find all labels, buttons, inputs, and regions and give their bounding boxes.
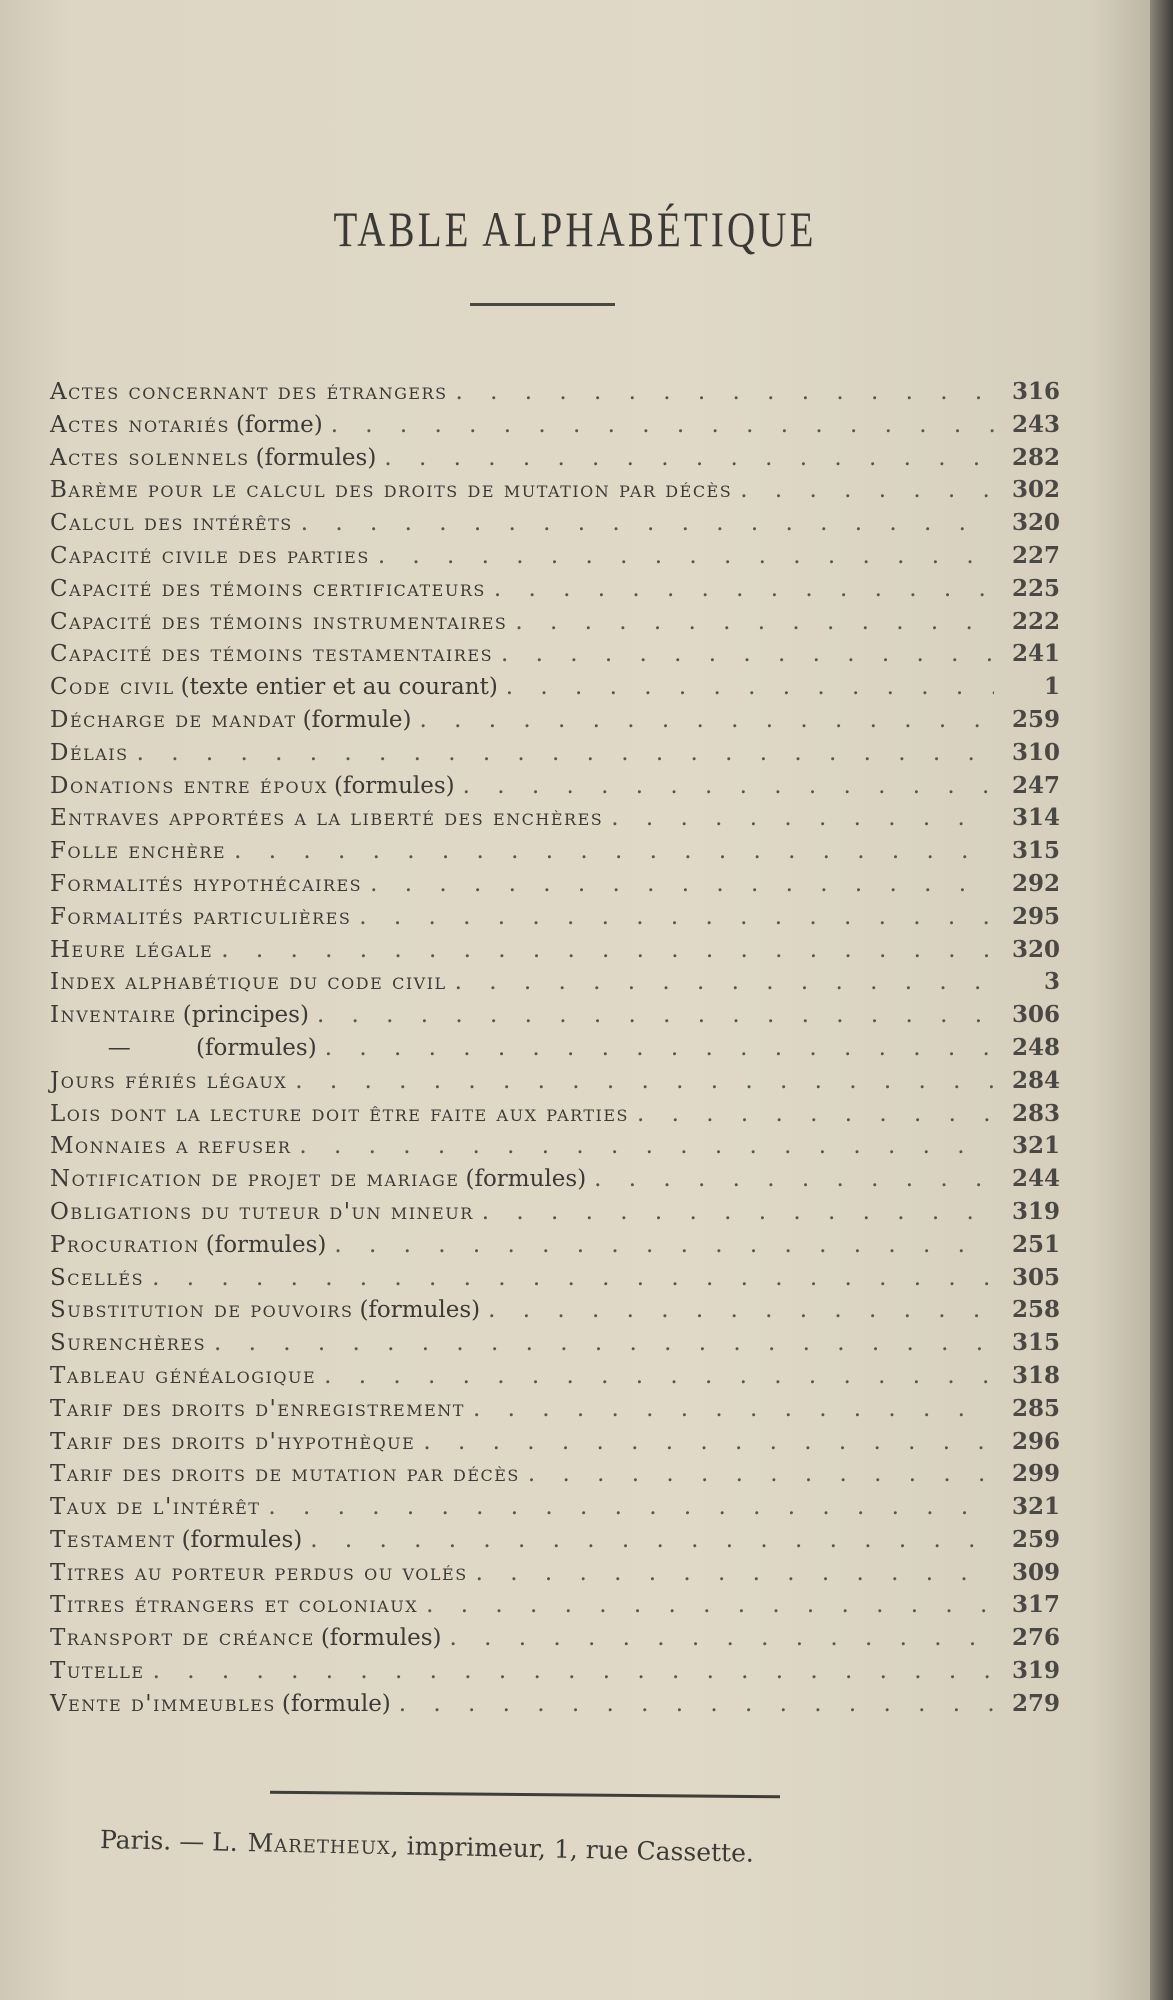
- index-entry: [50, 772, 1060, 805]
- index-entry: [50, 1493, 1060, 1526]
- entry-page-number: 259: [1011, 705, 1060, 733]
- entry-page-number: 285: [1011, 1394, 1060, 1422]
- entry-title: Vente d'immeubles: [50, 1690, 276, 1717]
- title-rule: [470, 303, 615, 306]
- index-entry: [50, 1329, 1060, 1362]
- index-entry: [50, 1559, 1060, 1592]
- entry-page-number: 305: [1011, 1263, 1060, 1291]
- index-entry: [50, 837, 1060, 870]
- entry-title: Titres au porteur perdus ou volés: [50, 1559, 468, 1586]
- dot-leader: [528, 1461, 994, 1487]
- index-entry: [50, 1034, 1060, 1067]
- entry-title: Scellés: [50, 1264, 145, 1291]
- dot-leader: [515, 609, 994, 635]
- index-entry: [50, 1526, 1060, 1559]
- dot-leader: [137, 740, 994, 766]
- entry-title: Folle enchère: [50, 838, 227, 865]
- index-entry: [50, 1428, 1060, 1461]
- entry-page-number: 318: [1011, 1361, 1060, 1389]
- entry-page-number: 248: [1011, 1033, 1060, 1061]
- entry-title: Surenchères: [50, 1330, 207, 1357]
- dot-leader: [214, 1330, 994, 1356]
- entry-page-number: 3: [1043, 968, 1060, 996]
- entry-page-number: 244: [1011, 1165, 1060, 1193]
- entry-page-number: 247: [1011, 771, 1060, 799]
- entry-page-number: 321: [1011, 1493, 1060, 1521]
- entry-note: (formules): [465, 1166, 587, 1193]
- dot-leader: [295, 1068, 994, 1094]
- index-entry: [50, 1264, 1060, 1297]
- entry-note: (formules): [196, 1034, 317, 1061]
- index-entry: [50, 1624, 1060, 1657]
- entry-page-number: 299: [1011, 1460, 1060, 1488]
- entry-page-number: 258: [1011, 1296, 1060, 1324]
- dot-leader: [482, 1199, 994, 1225]
- index-entry: [50, 1100, 1060, 1133]
- entry-page-number: 225: [1011, 574, 1060, 602]
- entry-title: Capacité des témoins testamentaires: [50, 641, 494, 668]
- index-entry: [50, 1132, 1060, 1165]
- index-entry: [50, 1001, 1060, 1034]
- entry-title: Lois dont la lecture doit être faite aux parties: [50, 1100, 630, 1127]
- index-entry: [50, 936, 1060, 969]
- entry-title: Capacité des témoins instrumentaires: [50, 608, 508, 635]
- dot-leader: [423, 1429, 994, 1455]
- entry-note: (formules): [359, 1297, 481, 1324]
- index-entry: [50, 411, 1060, 444]
- footer-city: Paris. —: [99, 1825, 213, 1857]
- entry-title: Entraves apportées a la liberté des enchères: [50, 805, 604, 832]
- dot-leader: [473, 1396, 994, 1422]
- entry-page-number: 283: [1011, 1099, 1060, 1127]
- index-entry: [50, 1591, 1060, 1624]
- index-entry: [50, 575, 1060, 608]
- index-entry: [50, 1395, 1060, 1428]
- dot-leader: [301, 510, 994, 536]
- entry-title: Monnaies a refuser: [50, 1133, 292, 1160]
- dot-leader: [370, 871, 994, 897]
- page-title: TABLE ALPHABÉTIQUE: [333, 201, 817, 257]
- dot-leader: [325, 1035, 994, 1061]
- entry-page-number: 315: [1011, 837, 1060, 865]
- entry-title: Délais: [50, 739, 129, 766]
- dot-leader: [359, 904, 994, 930]
- index-entry: [50, 739, 1060, 772]
- entry-page-number: 282: [1011, 443, 1060, 471]
- entry-title: Index alphabétique du code civil: [50, 969, 447, 996]
- dot-leader: [501, 641, 994, 667]
- dot-leader: [268, 1494, 994, 1520]
- entry-note: (formule): [281, 1690, 391, 1717]
- entry-page-number: 314: [1011, 804, 1060, 832]
- dot-leader: [494, 576, 994, 602]
- index-entries: [50, 378, 1060, 1723]
- entry-note: (formules): [181, 1526, 303, 1553]
- dot-leader: [234, 838, 994, 864]
- entry-page-number: 316: [1011, 378, 1060, 405]
- dot-leader: [399, 1691, 994, 1717]
- entry-title: Titres étrangers et coloniaux: [50, 1592, 419, 1619]
- dot-leader: [324, 1363, 994, 1389]
- entry-page-number: 320: [1011, 509, 1060, 537]
- index-entry: [50, 1231, 1060, 1264]
- entry-note: (formules): [205, 1231, 327, 1258]
- dot-leader: [310, 1527, 994, 1553]
- dot-leader: [152, 1265, 994, 1291]
- entry-title: —: [107, 1034, 133, 1061]
- entry-title: Jours fériés légaux: [50, 1067, 288, 1094]
- entry-title: Capacité civile des parties: [50, 542, 370, 569]
- entry-title: Tarif des droits d'hypothèque: [50, 1428, 416, 1455]
- entry-page-number: 241: [1011, 640, 1060, 668]
- dot-leader: [456, 379, 994, 405]
- entry-title: Taux de l'intérêt: [50, 1494, 261, 1521]
- index-entry: [50, 903, 1060, 936]
- index-entry: [50, 804, 1060, 837]
- entry-title: Tutelle: [50, 1658, 145, 1685]
- index-entry: [50, 673, 1060, 706]
- entry-page-number: 227: [1011, 541, 1060, 569]
- entry-page-number: 315: [1011, 1329, 1060, 1357]
- entry-note: (formules): [333, 772, 455, 799]
- entry-page-number: 321: [1011, 1132, 1060, 1160]
- entry-title: Procuration: [50, 1231, 200, 1258]
- entry-page-number: 295: [1011, 902, 1060, 930]
- dot-leader: [378, 543, 994, 569]
- entry-title: Heure légale: [50, 936, 214, 963]
- entry-page-number: 320: [1011, 935, 1060, 963]
- entry-title: Actes notariés: [50, 411, 230, 438]
- entry-title: Notification de projet de mariage: [50, 1166, 460, 1193]
- index-entry: [50, 640, 1060, 673]
- dot-leader: [426, 1592, 994, 1618]
- index-entry: [50, 1657, 1060, 1690]
- entry-page-number: 319: [1011, 1197, 1060, 1225]
- index-entry: [50, 1690, 1060, 1723]
- index-entry: [50, 1296, 1060, 1329]
- entry-title: Donations entre époux: [50, 772, 328, 799]
- entry-title: Capacité des témoins certificateurs: [50, 575, 486, 602]
- dot-leader: [334, 1232, 994, 1258]
- entry-note: (forme): [235, 411, 323, 438]
- entry-title: Barème pour le calcul des droits de mutation par décès: [50, 477, 733, 504]
- dot-leader: [331, 412, 994, 438]
- index-entry: [50, 444, 1060, 477]
- dot-leader: [637, 1101, 994, 1127]
- entry-page-number: 306: [1011, 1001, 1060, 1029]
- entry-page-number: 309: [1011, 1558, 1060, 1586]
- entry-title: Tableau généalogique: [50, 1362, 317, 1389]
- entry-page-number: 284: [1011, 1066, 1060, 1094]
- entry-title: Code civil: [50, 674, 175, 701]
- footer-printer: L. Maretheux: [211, 1827, 392, 1861]
- entry-page-number: 279: [1011, 1689, 1060, 1717]
- dot-leader: [594, 1166, 994, 1192]
- dot-leader: [384, 445, 994, 471]
- dot-leader: [317, 1002, 994, 1028]
- entry-page-number: 319: [1011, 1657, 1060, 1685]
- entry-title: Testament: [50, 1526, 176, 1553]
- index-entry: [50, 1362, 1060, 1395]
- entry-page-number: 259: [1011, 1525, 1060, 1553]
- dot-leader: [611, 805, 994, 831]
- index-entry: [50, 706, 1060, 739]
- entry-title: Actes concernant des étrangers: [50, 379, 448, 405]
- entry-note: (formules): [320, 1625, 442, 1652]
- dot-leader: [455, 969, 994, 995]
- index-entry: [50, 476, 1060, 509]
- entry-page-number: 296: [1011, 1427, 1060, 1455]
- entry-title: Tarif des droits d'enregistrement: [50, 1395, 465, 1422]
- entry-page-number: 317: [1011, 1591, 1060, 1619]
- dot-leader: [299, 1133, 994, 1159]
- entry-page-number: 251: [1011, 1230, 1060, 1258]
- entry-title: Tarif des droits de mutation par décès: [50, 1461, 520, 1488]
- index-entry: [50, 378, 1060, 411]
- index-entry: [50, 1067, 1060, 1100]
- page-edge: [1150, 0, 1173, 2000]
- index-entry: [50, 608, 1060, 641]
- entry-title: Calcul des intérêts: [50, 510, 293, 537]
- footer-address: , imprimeur, 1, rue Cassette.: [390, 1831, 755, 1868]
- index-entry: [50, 1198, 1060, 1231]
- index-entry: [50, 870, 1060, 903]
- entry-page-number: 1: [1043, 673, 1060, 701]
- index-entry: [50, 968, 1060, 1001]
- dot-leader: [221, 937, 994, 963]
- dot-leader: [420, 707, 994, 733]
- dot-leader: [488, 1297, 994, 1323]
- dot-leader: [153, 1658, 994, 1684]
- index-entry: [50, 1165, 1060, 1198]
- entry-page-number: 302: [1011, 476, 1060, 504]
- entry-note: (principes): [182, 1002, 309, 1029]
- entry-title: Transport de créance: [50, 1625, 315, 1652]
- dot-leader: [506, 674, 994, 700]
- entry-note: (formules): [255, 444, 377, 471]
- entry-page-number: 310: [1011, 738, 1060, 766]
- entry-title: Substitution de pouvoirs: [50, 1297, 354, 1324]
- entry-note: (texte entier et au courant): [180, 674, 498, 701]
- dot-leader: [740, 477, 994, 503]
- entry-note: (formule): [302, 706, 412, 733]
- dot-leader: [450, 1625, 994, 1651]
- index-entry: [50, 1460, 1060, 1493]
- entry-title: Formalités hypothécaires: [50, 870, 363, 897]
- entry-page-number: 222: [1011, 607, 1060, 635]
- entry-title: Obligations du tuteur d'un mineur: [50, 1198, 474, 1225]
- entry-title: Inventaire: [50, 1002, 177, 1029]
- entry-title: Décharge de mandat: [50, 706, 297, 733]
- entry-title: Formalités particulières: [50, 903, 352, 930]
- entry-page-number: 276: [1011, 1624, 1060, 1652]
- entry-page-number: 292: [1011, 869, 1060, 897]
- dot-leader: [463, 773, 994, 799]
- index-entry: [50, 509, 1060, 542]
- entry-page-number: 243: [1011, 410, 1060, 438]
- dot-leader: [476, 1560, 994, 1586]
- entry-title: Actes solennels: [50, 444, 250, 471]
- index-entry: [50, 542, 1060, 575]
